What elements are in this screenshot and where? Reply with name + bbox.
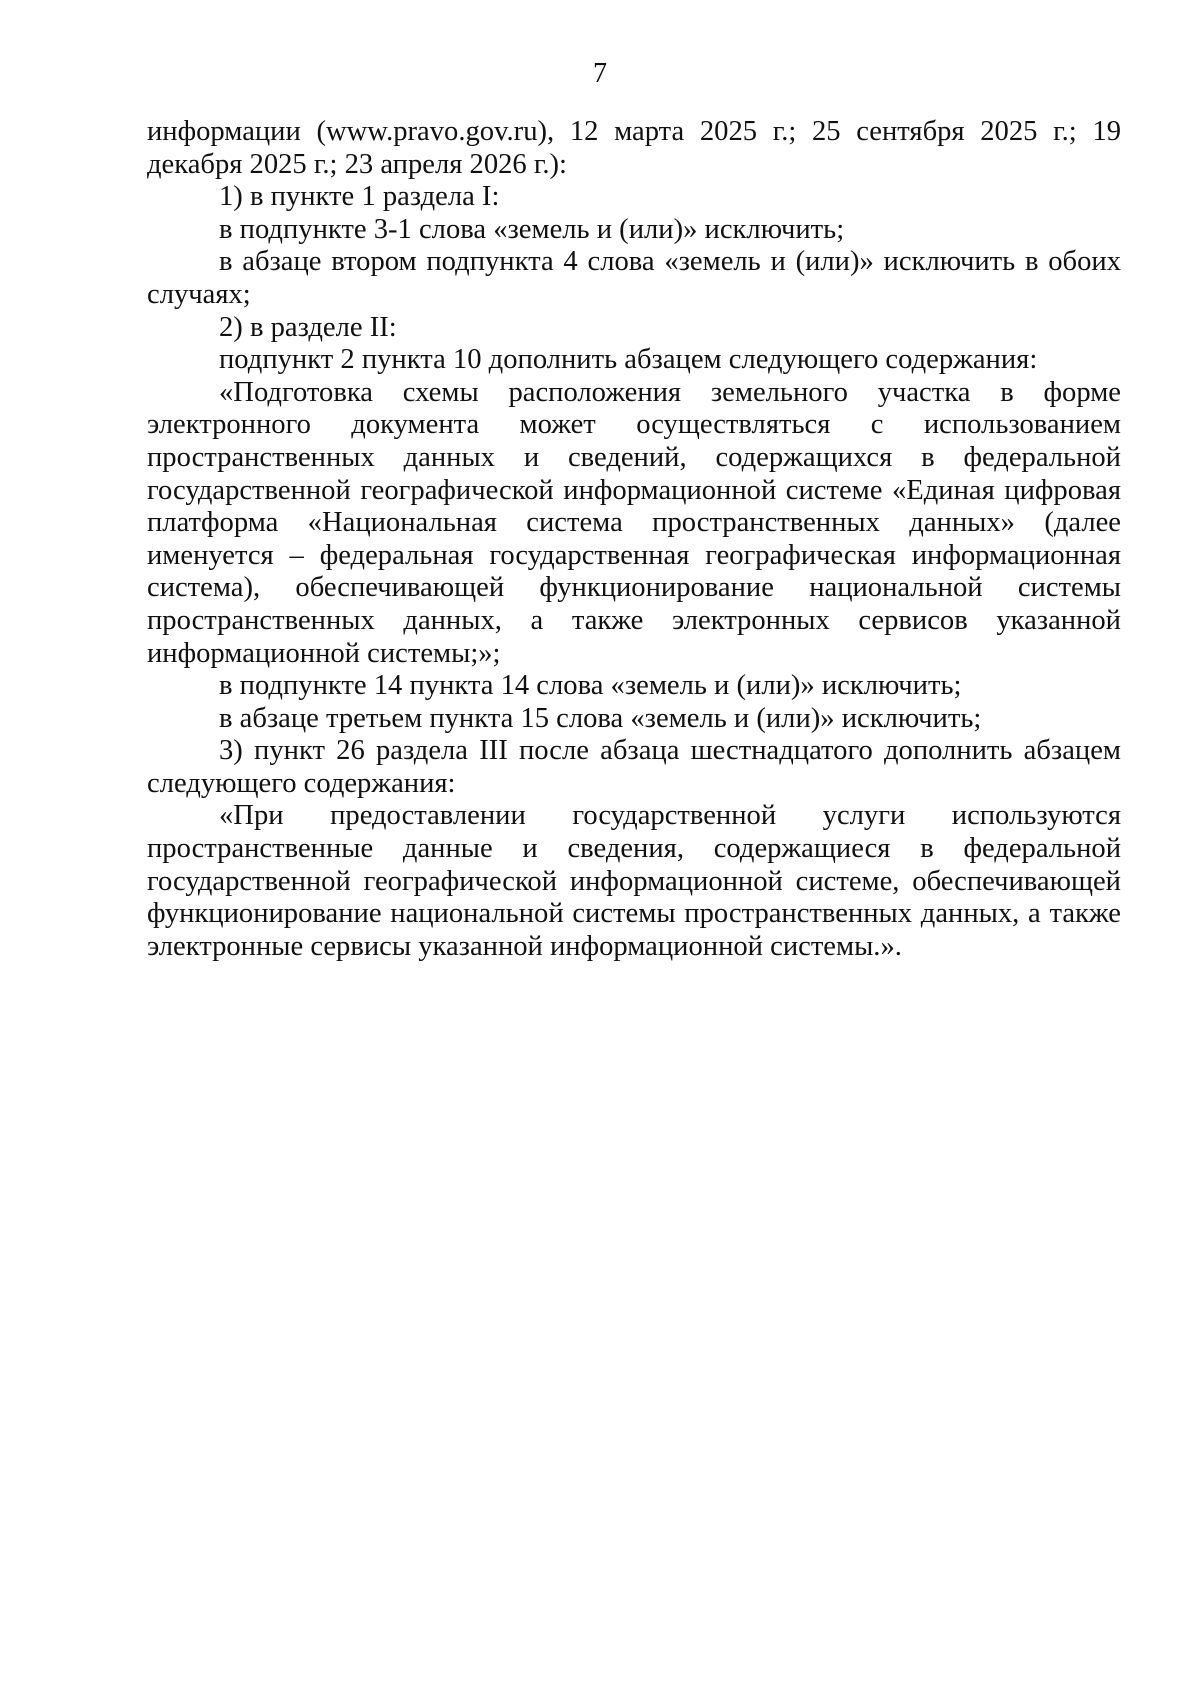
paragraph-subitem-14-14: в подпункте 14 пункта 14 слова «земель и (или)» исключить; bbox=[219, 670, 962, 702]
paragraph-continuation: информации (www.pravo.gov.ru), 12 марта 2025 г.; 25 сентября 2025 г.; 19 декабря 2025 г.; 23 апреля 2026 г.): bbox=[147, 116, 1121, 180]
paragraph-subitem-10-2: подпункт 2 пункта 10 дополнить абзацем следующего содержания: bbox=[219, 344, 1038, 376]
paragraph-item-15: в абзаце третьем пункта 15 слова «земель и (или)» исключить; bbox=[219, 702, 982, 734]
page-number: 7 bbox=[593, 58, 607, 89]
document-body bbox=[147, 116, 1121, 963]
paragraph-subitem-3-1: в подпункте 3-1 слова «земель и (или)» исключить; bbox=[219, 213, 845, 245]
paragraph-item-3: 3) пункт 26 раздела III после абзаца шестнадцатого дополнить абзацем следующего содержания: bbox=[147, 735, 1121, 799]
paragraph-subitem-4: в абзаце втором подпункта 4 слова «земель и (или)» исключить в обоих случаях; bbox=[147, 246, 1121, 310]
paragraph-quote-scheme: «Подготовка схемы расположения земельного участка в форме электронного документа может осуществляться с использованием пространственных данных и сведений, содержащихся в федеральной государственной географической информационной системе «Единая цифровая платформа «Национальная система пространственных данных» (далее именуется – федеральная государственная географическая информационная система), обеспечивающей функционирование национальной системы пространственных данных, а также электронных сервисов указанной информационной системы;»; bbox=[147, 376, 1121, 669]
paragraph-quote-service: «При предоставлении государственной услуги используются пространственные данные и сведения, содержащиеся в федеральной государственной географической информационной системе, обеспечивающей функционирование национальной системы пространственных данных, а также электронные сервисы указанной информационной системы.». bbox=[147, 800, 1121, 962]
paragraph-item-2: 2) в разделе II: bbox=[219, 311, 397, 343]
paragraph-item-1: 1) в пункте 1 раздела I: bbox=[219, 181, 500, 213]
